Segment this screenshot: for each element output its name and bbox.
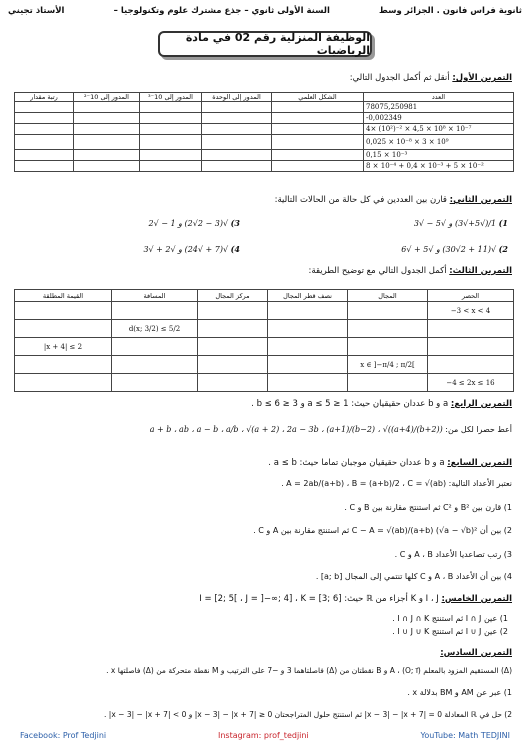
exercise-2-instruction: قارن بين العددين في كل حالة من الحالات التالية: [274, 195, 447, 205]
empty-cell[interactable] [112, 338, 198, 356]
exercise-5-definitions: نعتبر الأعداد التالية: A = 2ab/(a+b) ، B = (a+b)/2 ، C = √(ab) . [281, 479, 512, 488]
exercise-1-instruction: أنقل ثم أكمل الجدول التالي: [349, 73, 450, 83]
teacher-name: الأستاذ تجيني [8, 6, 65, 16]
empty-cell[interactable] [74, 135, 140, 150]
empty-cell[interactable] [348, 338, 428, 356]
column-header: المدور إلى 10⁻³ [140, 93, 202, 102]
exercise-5-title: التمرين السابع: [447, 458, 512, 468]
empty-cell[interactable] [140, 135, 202, 150]
exercise-2-item: 2) √(11 + 2√30) و √5 + √6 [401, 244, 508, 254]
empty-cell[interactable] [198, 338, 268, 356]
empty-cell[interactable] [140, 113, 202, 124]
exercise-7-title: التمرين السادس: [440, 648, 512, 658]
table-row [15, 338, 514, 356]
empty-cell[interactable] [74, 102, 140, 113]
exercise-1-heading [350, 73, 512, 83]
exercise-2-title: التمرين الثاني: [449, 195, 512, 205]
empty-cell[interactable] [428, 320, 514, 338]
empty-cell[interactable] [15, 102, 74, 113]
exercise-5-item: 2) بين أن C − A = √(ab)/(a+b) (√a − √b)² ثم استنتج مقارنة بين A و C . [253, 526, 512, 535]
exercise-5-item: 1) قارن بين B² و C² ثم استنتج مقارنة بين B و C . [344, 503, 512, 512]
empty-cell[interactable] [268, 374, 348, 392]
exercise-5-item: 3) رتب تصاعديا الأعداد A ، B و C . [394, 550, 512, 559]
class-level: السنة الأولى ثانوي – جذع مشترك علوم وتكنولوجيا – [113, 6, 330, 16]
table-row [15, 124, 514, 135]
exercise-2-item: 3) √(3 − 2√2) و 1 − √2 [148, 218, 240, 228]
empty-cell[interactable] [15, 161, 74, 172]
exercise-6-item: 1) عين I ∩ J ثم استنتج I ∩ J ∩ K . [392, 614, 508, 623]
empty-cell[interactable] [74, 161, 140, 172]
empty-cell[interactable] [272, 124, 364, 135]
empty-cell[interactable] [348, 302, 428, 320]
column-header: القيمة المطلقة [15, 290, 112, 302]
number-cell: 0,025 × 10⁻⁸ × 3 × 10⁹ [364, 135, 514, 150]
exercise-2-heading [275, 195, 512, 205]
abs-value-cell: |x + 4| ≤ 2 [15, 338, 112, 356]
exercise-4-title: التمرين الرابع: [450, 399, 512, 409]
empty-cell[interactable] [272, 102, 364, 113]
table-row [15, 135, 514, 150]
empty-cell[interactable] [15, 320, 112, 338]
empty-cell[interactable] [202, 113, 272, 124]
empty-cell[interactable] [198, 374, 268, 392]
table-header-row [15, 93, 514, 102]
exercise-7-line: 1) عبر عن AM و BM بدلالة x . [407, 688, 512, 697]
empty-cell[interactable] [202, 102, 272, 113]
column-header: العدد [364, 93, 514, 102]
column-header: المجال [348, 290, 428, 302]
exercise-2-item: 4) √(7 + √24) و √2 + √3 [143, 244, 240, 254]
empty-cell[interactable] [198, 320, 268, 338]
empty-cell[interactable] [15, 124, 74, 135]
empty-cell[interactable] [15, 113, 74, 124]
empty-cell[interactable] [268, 356, 348, 374]
number-cell: 8 × 10⁻⁴ + 0,4 × 10⁻³ + 5 × 10⁻² [364, 161, 514, 172]
table-header-row [15, 290, 514, 302]
youtube-link[interactable]: YouTube: Math TEDJINI [420, 731, 510, 740]
column-header: الشكل العلمي [272, 93, 364, 102]
column-header: المدور إلى الوحدة [202, 93, 272, 102]
exercise-4-label: أعط حصرا لكل من: [445, 425, 512, 434]
facebook-link[interactable]: Facebook: Prof Tedjini [20, 731, 107, 740]
empty-cell[interactable] [15, 150, 74, 161]
column-header: نصف قطر المجال [268, 290, 348, 302]
empty-cell[interactable] [428, 338, 514, 356]
table-row [15, 374, 514, 392]
page-header [8, 6, 522, 20]
interval-cell: x ∈ ]−π/4 ; π/2[ [348, 356, 428, 374]
empty-cell[interactable] [74, 113, 140, 124]
document-title: الوظيفة المنزلية رقم 02 في مادة الرياضيات [158, 31, 372, 57]
distance-cell: d(x; 3/2) ≤ 5/2 [112, 320, 198, 338]
empty-cell[interactable] [112, 302, 198, 320]
exercise-7-heading [440, 648, 512, 658]
empty-cell[interactable] [15, 135, 74, 150]
number-cell: -0,002349 [364, 113, 514, 124]
exercise-4-heading [251, 399, 512, 409]
table-row [15, 113, 514, 124]
exercise-7-line: (Δ) المستقيم المزود بالمعلم (O; i⃗) ، A و B نقطتان من (Δ) فاصلتاهما 3 و −7 على الترتيب و M نقطة متحركة من (Δ) فاصلتها x . [106, 666, 512, 675]
empty-cell[interactable] [198, 302, 268, 320]
empty-cell[interactable] [202, 161, 272, 172]
column-header: الحصر [428, 290, 514, 302]
empty-cell[interactable] [15, 302, 112, 320]
exercise-7-line: 2) حل في ℝ المعادلة 0 = |x − 3| − |x + 7| ثم استنتج حلول المتراجحتان 0 ≤ |x − 3| − |x + 7| و 0 > |x − 3| − |x + 7| . [104, 710, 512, 719]
empty-cell[interactable] [268, 320, 348, 338]
number-cell: 0,15 × 10⁻³ [364, 150, 514, 161]
exercise-6-title: التمرين الخامس: [441, 594, 512, 604]
empty-cell[interactable] [112, 374, 198, 392]
empty-cell[interactable] [140, 102, 202, 113]
exercise-3-instruction: أكمل الجدول التالي مع توضيح الطريقة: [308, 266, 447, 276]
empty-cell[interactable] [15, 356, 112, 374]
exercise-3-table [14, 289, 514, 392]
table-row [15, 102, 514, 113]
empty-cell[interactable] [140, 161, 202, 172]
column-header: المدور إلى 10⁻² [74, 93, 140, 102]
exercise-5-item: 4) بين أن الأعداد A ، B و C كلها تنتمي إلى المجال [a; b] . [315, 572, 512, 581]
empty-cell[interactable] [272, 113, 364, 124]
exercise-3-title: التمرين الثالث: [449, 266, 512, 276]
table-row [15, 161, 514, 172]
exercise-6-line: I ، J و K أجزاء من ℝ حيث: I = [2; 5[ ، J = ]−∞; 4] ، K = [3; 6] [199, 594, 439, 604]
empty-cell[interactable] [202, 124, 272, 135]
empty-cell[interactable] [272, 161, 364, 172]
exercise-3-heading [309, 266, 512, 276]
exercise-1-table [14, 92, 514, 172]
bound-cell: −4 ≤ 2x ≤ 16 [428, 374, 514, 392]
exercise-2-item: 1) 1/(√5+√3) و √5 − √3 [413, 218, 508, 228]
exercise-1-title: التمرين الأول: [452, 73, 512, 83]
instagram-link[interactable]: Instagram: prof_tedjini [217, 731, 309, 740]
empty-cell[interactable] [348, 374, 428, 392]
empty-cell[interactable] [198, 356, 268, 374]
exercise-4-expressions: a + b ، ab ، a − b ، a/b ، √(a + 2) ، 2a − 3b ، (a+1)/(b−2) ، √((a+4)/(b+2)) [149, 425, 443, 434]
empty-cell[interactable] [268, 302, 348, 320]
exercise-5-heading [268, 458, 512, 468]
exercise-4-line: a و b عددان حقيقيان حيث: 1 ≤ a ≤ 5 و 3 ≤ b ≤ 6 . [251, 399, 449, 409]
number-cell: 4× (10²)⁻² × 4,5 × 10⁸ × 10⁻⁷ [364, 124, 514, 135]
column-header: رتبة مقدار [15, 93, 74, 102]
school-name: ثانوية فراس فانون . الجزائر وسط [379, 6, 522, 16]
bound-cell: −3 < x < 4 [428, 302, 514, 320]
column-header: المسافة [112, 290, 198, 302]
exercise-4-bounds-line [150, 425, 512, 434]
table-row [15, 356, 514, 374]
empty-cell[interactable] [74, 124, 140, 135]
empty-cell[interactable] [272, 150, 364, 161]
empty-cell[interactable] [140, 124, 202, 135]
empty-cell[interactable] [202, 135, 272, 150]
empty-cell[interactable] [202, 150, 272, 161]
number-cell: 78075,250981 [364, 102, 514, 113]
table-row [15, 150, 514, 161]
empty-cell[interactable] [268, 338, 348, 356]
exercise-6-heading [199, 594, 512, 604]
empty-cell[interactable] [74, 150, 140, 161]
table-row [15, 320, 514, 338]
empty-cell[interactable] [428, 356, 514, 374]
page-footer [0, 731, 530, 745]
empty-cell[interactable] [112, 356, 198, 374]
empty-cell[interactable] [348, 320, 428, 338]
column-header: مركز المجال [198, 290, 268, 302]
empty-cell[interactable] [140, 150, 202, 161]
exercise-5-line: a و b عددان حقيقيان موجبان تماما حيث: a ≤ b . [268, 458, 445, 468]
empty-cell[interactable] [15, 374, 112, 392]
exercise-6-item: 2) عين I ∪ J ثم استنتج I ∪ J ∪ K . [392, 627, 508, 636]
empty-cell[interactable] [272, 135, 364, 150]
table-row [15, 302, 514, 320]
